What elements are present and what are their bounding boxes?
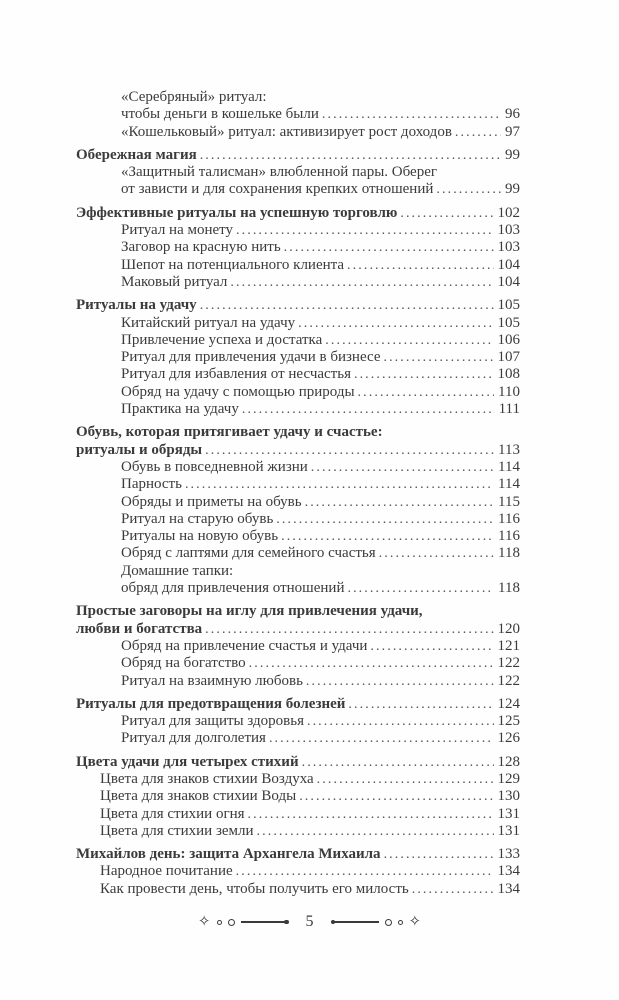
toc-page-number: 129 — [497, 770, 520, 787]
toc-item-entry — [76, 366, 520, 383]
toc-entry-line — [121, 332, 520, 349]
toc-entry-title: Цвета для стихии земли — [100, 822, 254, 839]
toc-entry-title: Обувь в повседневной жизни — [121, 458, 308, 475]
toc-entry-title: ритуалы и обряды — [76, 441, 203, 458]
toc-item-entry — [76, 545, 520, 562]
toc-entry-line — [76, 147, 520, 164]
toc-entry-title: Привлечение успеха и достатка — [121, 331, 323, 348]
toc-entry-line — [121, 181, 520, 198]
dot-leader — [307, 713, 494, 730]
dot-leader — [200, 147, 501, 164]
dot-leader — [347, 580, 494, 597]
dot-leader — [400, 205, 493, 222]
toc-entry-line — [121, 730, 520, 747]
dot-leader — [249, 655, 494, 672]
ornament-line-right — [333, 921, 379, 923]
toc-entry-line: «Защитный талисман» влюбленной пары. Оберег — [121, 164, 438, 181]
toc-entry-line — [100, 771, 520, 788]
toc-page-number: 96 — [505, 106, 520, 123]
toc-entry-line — [121, 257, 520, 274]
circle-icon — [228, 919, 235, 926]
toc-entry-line — [100, 863, 520, 880]
toc-page-number: 133 — [497, 846, 520, 863]
toc-entry-line — [121, 106, 520, 123]
toc-entry-title: Как провести день, чтобы получить его милость — [100, 880, 409, 897]
toc-page-number: 113 — [498, 441, 520, 458]
dot-leader — [306, 673, 494, 690]
table-of-contents — [76, 89, 520, 898]
dot-leader — [317, 771, 494, 788]
dot-leader — [200, 297, 494, 314]
dot-leader — [436, 181, 501, 198]
toc-entry-line — [121, 713, 520, 730]
toc-entry-line — [121, 494, 520, 511]
toc-entry-title: обряд для привлечения отношений — [121, 580, 345, 597]
toc-page-number: 122 — [497, 672, 520, 689]
toc-entry-line — [121, 655, 520, 672]
toc-item-entry — [76, 257, 520, 274]
toc-entry-title: Эффективные ритуалы на успешную торговлю — [76, 204, 398, 221]
dot-leader — [358, 384, 495, 401]
toc-page-number: 122 — [497, 655, 520, 672]
toc-entry-line — [76, 621, 520, 638]
toc-item-entry — [76, 476, 520, 493]
toc-page-number: 107 — [497, 349, 520, 366]
toc-entry-title: Цвета для знаков стихии Воды — [100, 788, 297, 805]
toc-page-number: 99 — [505, 181, 520, 198]
toc-entry-line — [121, 384, 520, 401]
toc-entry-title: Ритуалы на новую обувь — [121, 528, 279, 545]
toc-page-number: 102 — [497, 204, 520, 221]
toc-item-entry — [76, 673, 520, 690]
toc-item-entry — [76, 274, 520, 291]
toc-item-entry — [76, 494, 520, 511]
toc-entry-line — [121, 274, 520, 291]
toc-entry-line — [121, 222, 520, 239]
dot-leader — [276, 511, 494, 528]
toc-entry-line — [121, 673, 520, 690]
toc-entry-title: Михайлов день: защита Архангела Михаила — [76, 846, 381, 863]
toc-page-number: 128 — [497, 753, 520, 770]
toc-item-entry — [76, 771, 520, 788]
toc-entry-title: Китайский ритуал на удачу — [121, 314, 296, 331]
toc-entry-title: Заговор на красную нить — [121, 239, 281, 256]
toc-page-number: 105 — [497, 297, 520, 314]
toc-entry-title: Обряд на богатство — [121, 655, 246, 672]
toc-chapter-entry — [76, 846, 520, 863]
toc-entry-title: Практика на удачу — [121, 401, 239, 418]
four-pointed-star-icon: ✧ — [197, 911, 211, 930]
toc-item-entry — [76, 384, 520, 401]
toc-entry-line — [121, 401, 520, 418]
toc-page-number: 130 — [497, 788, 520, 805]
dot-leader — [236, 222, 493, 239]
toc-page-number: 110 — [498, 383, 520, 400]
toc-entry-line — [100, 881, 520, 898]
toc-entry-title: Ритуал для привлечения удачи в бизнесе — [121, 349, 381, 366]
toc-entry-title: Маковый ритуал — [121, 273, 228, 290]
dot-leader — [384, 846, 494, 863]
toc-entry-line — [100, 788, 520, 805]
dot-leader — [348, 696, 493, 713]
toc-page-number: 115 — [498, 493, 520, 510]
toc-entry-line: Обувь, которая притягивает удачу и счастье: — [76, 424, 383, 441]
toc-item-entry — [76, 528, 520, 545]
toc-item-entry — [76, 823, 520, 840]
toc-item-entry — [76, 806, 520, 823]
toc-entry-title: Обряды и приметы на обувь — [121, 493, 302, 510]
toc-page-number: 134 — [497, 880, 520, 897]
dot-leader — [205, 621, 493, 638]
toc-item-entry — [76, 349, 520, 366]
toc-entry-line — [76, 754, 520, 771]
toc-item-entry — [76, 730, 520, 747]
toc-entry-line: Простые заговоры на иглу для привлечения удачи, — [76, 603, 423, 620]
toc-entry-line: «Серебряный» ритуал: — [121, 89, 267, 105]
dot-leader — [281, 528, 494, 545]
dot-leader — [370, 638, 493, 655]
small-circle-icon — [398, 920, 403, 925]
toc-item-entry — [76, 124, 520, 141]
toc-entry-line: Домашние тапки: — [121, 562, 234, 579]
toc-page-number: 114 — [498, 476, 520, 493]
toc-chapter-entry — [76, 297, 520, 314]
toc-item-entry — [76, 713, 520, 730]
dot-leader — [383, 349, 493, 366]
dot-leader — [205, 442, 494, 459]
dot-leader — [325, 332, 493, 349]
toc-entry-title: Ритуал для долголетия — [121, 730, 266, 747]
toc-item-entry — [76, 332, 520, 349]
dot-leader — [455, 124, 501, 141]
toc-page-number: 118 — [498, 580, 520, 597]
dot-leader — [354, 366, 494, 383]
toc-page-number: 103 — [497, 239, 520, 256]
toc-page-number: 116 — [498, 510, 520, 527]
toc-entry-title: Ритуал на взаимную любовь — [121, 672, 303, 689]
ornament-line-left — [241, 921, 287, 923]
toc-page-number: 105 — [497, 314, 520, 331]
toc-entry-title: Обережная магия — [76, 146, 197, 163]
toc-item-entry — [76, 863, 520, 880]
toc-page-number: 126 — [497, 730, 520, 747]
toc-entry-title: Цвета удачи для четырех стихий — [76, 753, 299, 770]
toc-chapter-entry — [76, 696, 520, 713]
toc-page-number: 116 — [498, 528, 520, 545]
toc-entry-line — [121, 315, 520, 332]
dot-leader — [298, 315, 493, 332]
toc-entry-line — [121, 349, 520, 366]
toc-page-number: 120 — [497, 620, 520, 637]
toc-entry-title: Обряд на удачу с помощью природы — [121, 383, 355, 400]
toc-item-entry — [76, 638, 520, 655]
dot-leader — [269, 730, 494, 747]
toc-entry-line — [121, 239, 520, 256]
toc-item-entry — [76, 89, 520, 124]
toc-entry-line — [100, 806, 520, 823]
toc-page-number: 134 — [497, 863, 520, 880]
toc-entry-title: от зависти и для сохранения крепких отношений — [121, 181, 434, 198]
four-pointed-star-icon: ✧ — [408, 911, 422, 930]
toc-entry-line — [121, 124, 520, 141]
toc-chapter-entry — [76, 603, 520, 638]
dot-leader — [311, 459, 494, 476]
toc-entry-title: Цвета для стихии огня — [100, 805, 245, 822]
toc-page-number: 104 — [497, 273, 520, 290]
toc-chapter-entry — [76, 424, 520, 459]
toc-item-entry — [76, 164, 520, 199]
toc-item-entry — [76, 222, 520, 239]
dot-leader — [322, 106, 501, 123]
toc-entry-line — [121, 528, 520, 545]
toc-entry-line — [121, 511, 520, 528]
toc-entry-line — [76, 846, 520, 863]
toc-item-entry — [76, 655, 520, 672]
toc-page-number: 97 — [505, 123, 520, 140]
dot-leader — [185, 476, 494, 493]
toc-item-entry — [76, 315, 520, 332]
folio-page-number: 5 — [305, 913, 314, 930]
toc-page-number: 125 — [497, 713, 520, 730]
toc-entry-title: любви и богатства — [76, 620, 203, 637]
toc-entry-line — [121, 476, 520, 493]
toc-item-entry — [76, 401, 520, 418]
toc-page-number: 108 — [497, 366, 520, 383]
toc-entry-title: Цвета для знаков стихии Воздуха — [100, 770, 314, 787]
dot-leader — [347, 257, 493, 274]
toc-entry-title: Обряд на привлечение счастья и удачи — [121, 637, 368, 654]
toc-page-number: 121 — [497, 637, 520, 654]
toc-item-entry — [76, 881, 520, 898]
toc-entry-line — [121, 366, 520, 383]
dot-leader — [257, 823, 494, 840]
toc-page-number: 114 — [498, 458, 520, 475]
dot-leader — [248, 806, 494, 823]
toc-page-number: 111 — [498, 401, 520, 418]
dot-leader — [302, 754, 494, 771]
circle-icon — [385, 919, 392, 926]
toc-entry-title: чтобы деньги в кошельке были — [121, 106, 319, 123]
toc-chapter-entry — [76, 754, 520, 771]
page-footer — [0, 911, 619, 930]
toc-entry-title: Ритуал на старую обувь — [121, 510, 274, 527]
toc-entry-line — [100, 823, 520, 840]
toc-item-entry — [76, 788, 520, 805]
dot-leader — [236, 863, 494, 880]
toc-item-entry — [76, 511, 520, 528]
toc-entry-title: «Кошельковый» ритуал: активизирует рост доходов — [121, 123, 452, 140]
toc-page-number: 131 — [497, 822, 520, 839]
toc-chapter-entry — [76, 205, 520, 222]
dot-leader — [299, 788, 493, 805]
toc-entry-title: Ритуал для избавления от несчастья — [121, 366, 351, 383]
dot-leader — [412, 881, 494, 898]
toc-entry-line — [121, 580, 520, 597]
toc-entry-title: Шепот на потенциального клиента — [121, 256, 345, 273]
small-circle-icon — [217, 920, 222, 925]
dot-leader — [230, 274, 493, 291]
toc-entry-line — [76, 205, 520, 222]
toc-page-number: 131 — [497, 805, 520, 822]
toc-entry-line — [76, 696, 520, 713]
toc-entry-line — [121, 545, 520, 562]
toc-item-entry — [76, 563, 520, 598]
toc-entry-title: Народное почитание — [100, 863, 233, 880]
toc-entry-line — [76, 442, 520, 459]
toc-entry-title: Ритуал на монету — [121, 222, 234, 239]
toc-entry-line — [121, 459, 520, 476]
toc-page-number: 99 — [505, 146, 520, 163]
toc-entry-line — [76, 297, 520, 314]
toc-page-number: 118 — [498, 545, 520, 562]
toc-entry-title: Ритуалы на удачу — [76, 297, 197, 314]
toc-entry-title: Парность — [121, 476, 182, 493]
toc-page-number: 103 — [497, 222, 520, 239]
toc-page-number: 106 — [497, 331, 520, 348]
dot-leader — [284, 239, 494, 256]
dot-leader — [305, 494, 494, 511]
toc-chapter-entry — [76, 147, 520, 164]
toc-entry-line — [121, 638, 520, 655]
dot-leader — [242, 401, 495, 418]
toc-entry-title: Ритуал для защиты здоровья — [121, 713, 304, 730]
dot-leader — [379, 545, 494, 562]
toc-item-entry — [76, 239, 520, 256]
toc-page-number: 124 — [497, 695, 520, 712]
toc-entry-title: Обряд с лаптями для семейного счастья — [121, 545, 376, 562]
toc-entry-title: Ритуалы для предотвращения болезней — [76, 695, 346, 712]
toc-page-number: 104 — [497, 256, 520, 273]
toc-item-entry — [76, 459, 520, 476]
